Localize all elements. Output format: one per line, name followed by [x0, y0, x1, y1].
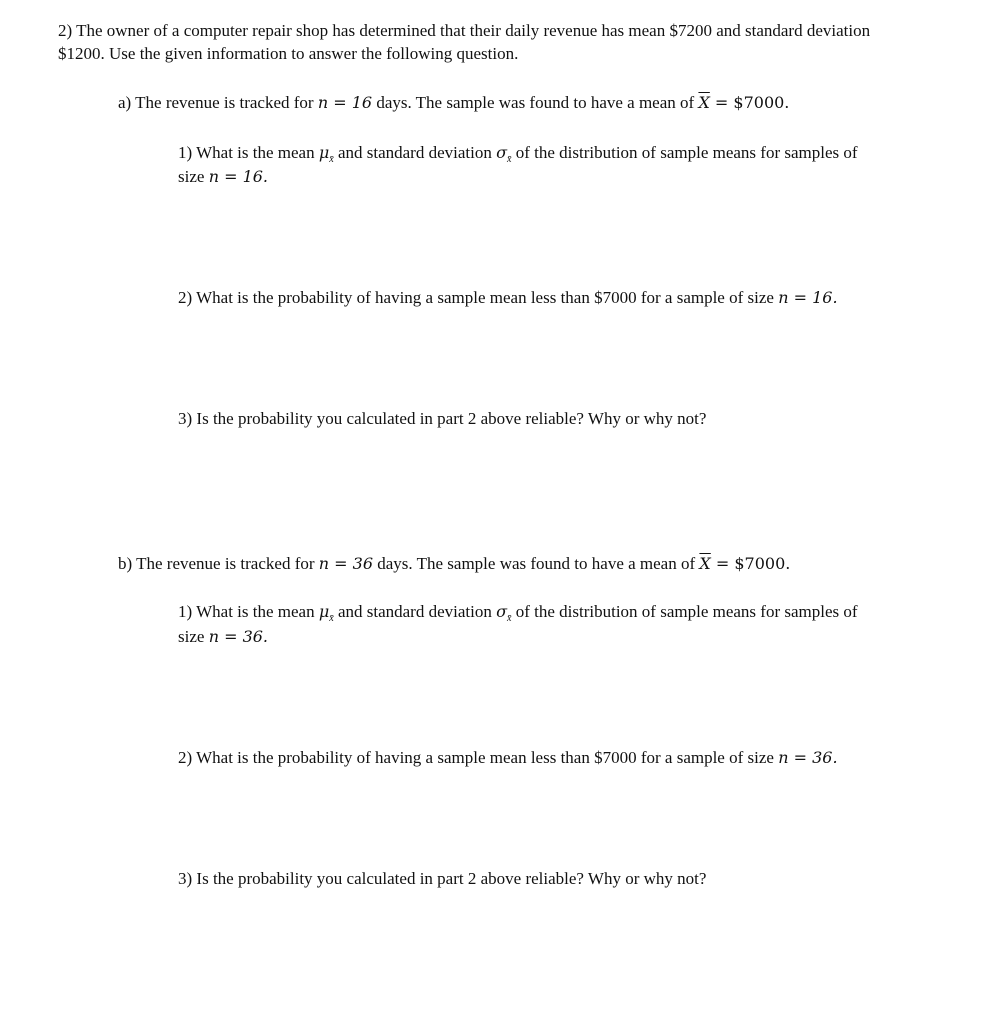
part-a-xbar-symbol: $\overline{X}$	[698, 93, 710, 112]
part-b-sample-mean: = $7000.	[710, 554, 791, 573]
part-a-header-mid: days. The sample was found to have a mean of	[372, 93, 699, 112]
part-b-question-1-line1	[178, 601, 858, 630]
part-b-q1-post: of the distribution of sample means for samples of	[511, 602, 858, 621]
part-a-question-2	[178, 287, 838, 309]
part-a-q1-post: of the distribution of sample means for samples of	[511, 143, 858, 162]
part-a-sigma-subscript: x̄	[507, 154, 512, 165]
part-a-question-1-line2	[178, 166, 268, 188]
part-a-q2-sample-size: n = 16.	[778, 288, 838, 307]
part-b-q2-text: 2) What is the probability of having a sample mean less than $7000 for a sample of size	[178, 748, 779, 767]
part-a-q1-sample-size: n = 16.	[208, 167, 269, 186]
part-b-question-3: 3) Is the probability you calculated in part 2 above reliable? Why or why not?	[178, 869, 707, 888]
part-a-mu-symbol: μ	[318, 143, 330, 162]
part-b-header-pre: b) The revenue is tracked for	[118, 554, 319, 573]
part-b-question-1-line2	[178, 626, 268, 648]
part-b-q1-mid: and standard deviation	[333, 602, 497, 621]
part-b-xbar-symbol: $\overline{X}$	[699, 554, 711, 573]
part-a-header-pre: a) The revenue is tracked for	[118, 93, 318, 112]
part-a-q1-mid: and standard deviation	[333, 143, 497, 162]
part-b-header	[118, 553, 790, 575]
part-b-q1-line2-pre: size	[178, 627, 209, 646]
part-b-q2-sample-size: n = 36.	[778, 748, 838, 767]
problem-intro-line1: 2) The owner of a computer repair shop has determined that their daily revenue has mean $7200 and standard deviation	[58, 21, 871, 40]
part-a-sample-mean: = $7000.	[709, 93, 790, 112]
part-b-q1-pre: 1) What is the mean	[178, 602, 319, 621]
part-a-question-1-line1	[178, 142, 858, 171]
part-b-mu-symbol: μ	[318, 602, 330, 621]
part-b-sigma-subscript: x̄	[507, 613, 512, 624]
part-b-header-mid: days. The sample was found to have a mean of	[373, 554, 700, 573]
part-b-question-2	[178, 747, 838, 769]
part-a-header	[118, 92, 789, 114]
part-a-sample-size: n = 16	[317, 93, 373, 112]
part-b-sample-size: n = 36	[318, 554, 374, 573]
part-a-sigma-symbol: σ	[496, 143, 508, 162]
part-a-q1-line2-pre: size	[178, 167, 209, 186]
part-b-mu-subscript: x̄	[329, 613, 334, 624]
part-b-sigma-symbol: σ	[496, 602, 508, 621]
part-a-mu-subscript: x̄	[329, 154, 334, 165]
part-a-q1-pre: 1) What is the mean	[178, 143, 319, 162]
problem-intro-line2: $1200. Use the given information to answer the following question.	[58, 44, 519, 63]
part-a-question-3: 3) Is the probability you calculated in part 2 above reliable? Why or why not?	[178, 409, 707, 428]
part-a-q2-text: 2) What is the probability of having a sample mean less than $7000 for a sample of size	[178, 288, 779, 307]
part-b-q1-sample-size: n = 36.	[208, 627, 269, 646]
